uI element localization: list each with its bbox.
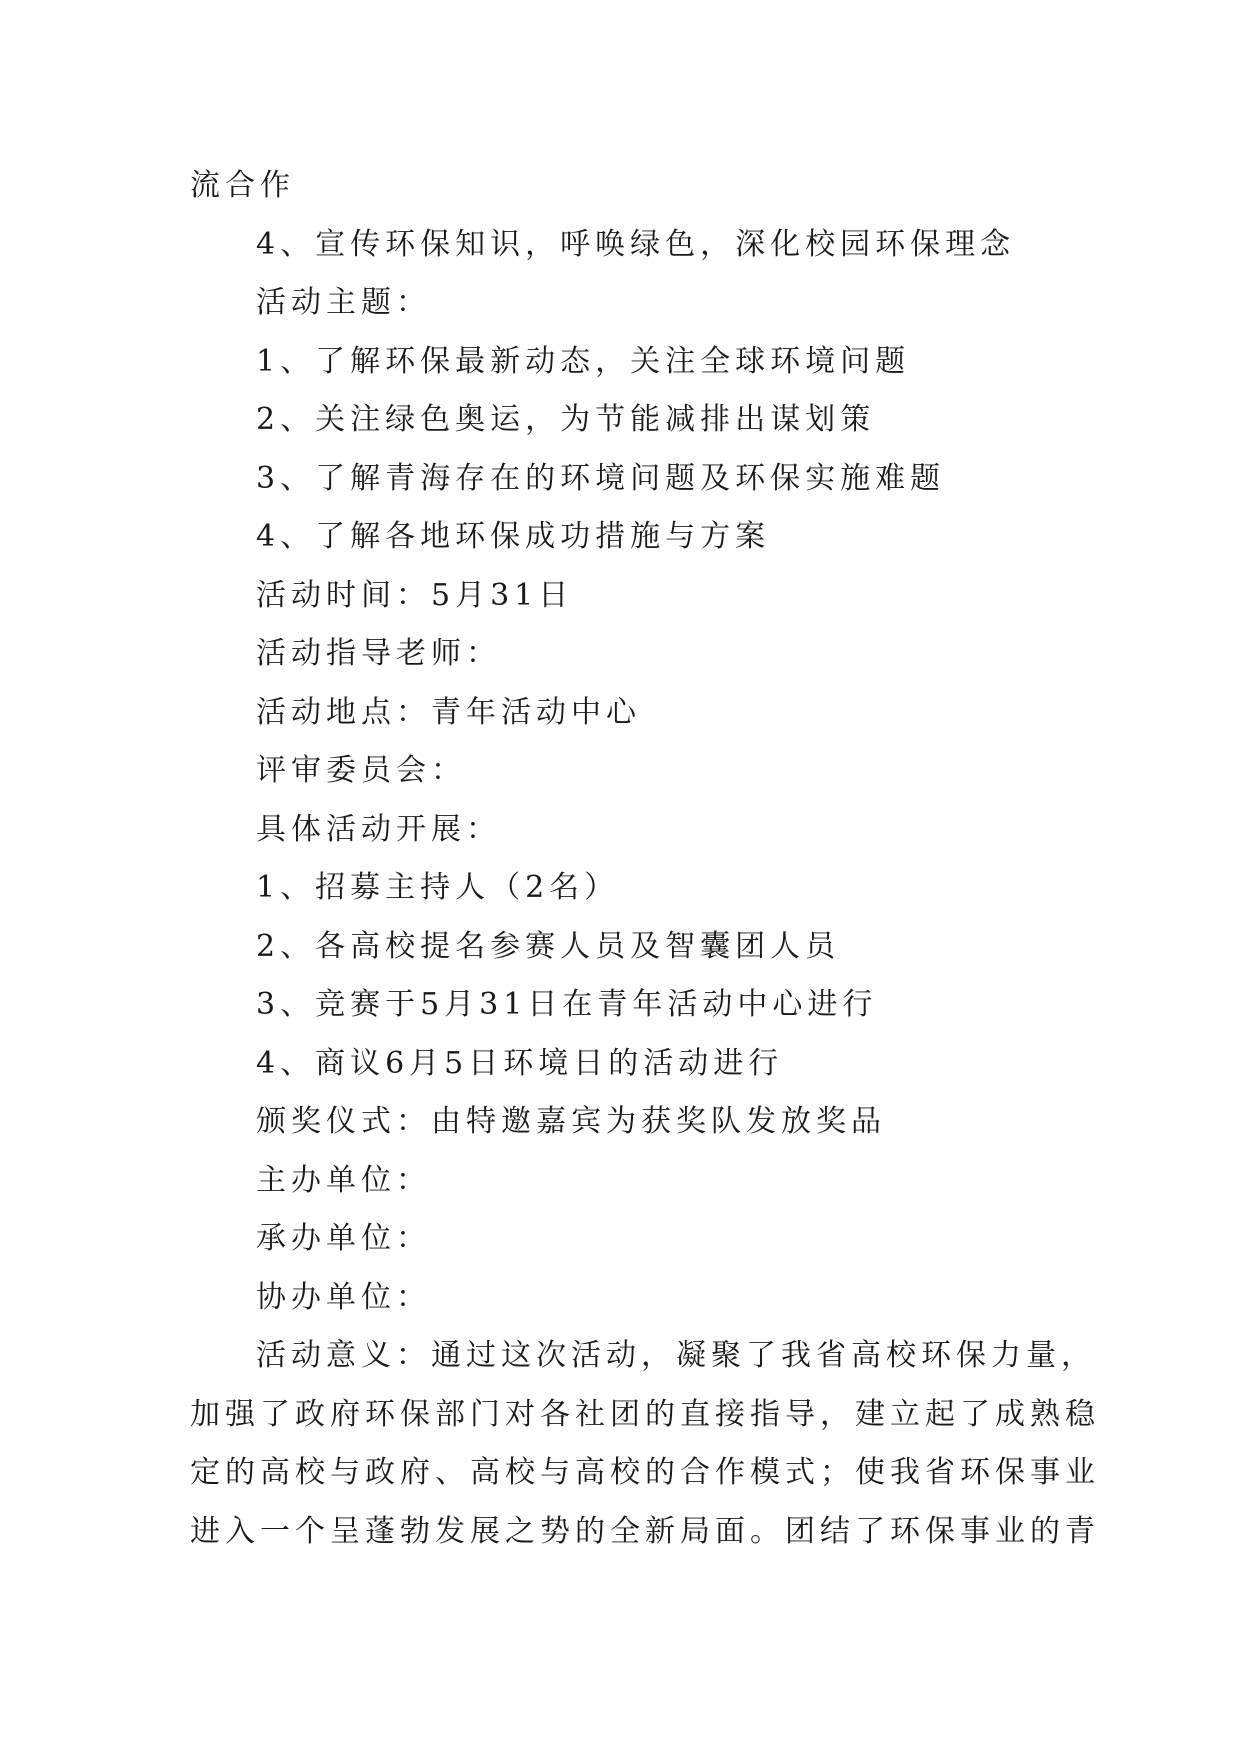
plan-item-3: 3、竞赛于5月31日在青年活动中心进行: [256, 987, 878, 1022]
heading-activity-theme: 活动主题：: [256, 285, 431, 320]
significance-row-2: 加强了政府环保部门对各社团的直接指导，建立起了成熟稳: [190, 1396, 1100, 1432]
assisting-organizer: 协办单位：: [256, 1279, 431, 1315]
theme-item-3: 3、了解青海存在的环境问题及环保实施难题: [256, 460, 946, 496]
significance-row-4: 进入一个呈蓬勃发展之势的全新局面。团结了环保事业的青: [190, 1513, 1100, 1549]
heading-activity-plan: 具体活动开展：: [256, 811, 501, 847]
theme-item-1: 1、了解环保最新动态，关注全球环境问题: [256, 343, 911, 379]
activity-instructor: 活动指导老师：: [256, 636, 501, 671]
significance-paragraph: [190, 1327, 1100, 1561]
document-body: [190, 157, 1100, 1561]
significance-row-1: 活动意义：通过这次活动，凝聚了我省高校环保力量，: [256, 1338, 1096, 1373]
award-ceremony: 颁奖仪式：由特邀嘉宾为获奖队发放奖品: [256, 1104, 886, 1139]
activity-time: 活动时间：5月31日: [256, 577, 574, 613]
theme-item-2: 2、关注绿色奥运，为节能减排出谋划策: [256, 402, 876, 437]
text-line-goal-4: 4、宣传环保知识，呼唤绿色，深化校园环保理念: [256, 226, 1016, 262]
plan-item-4: 4、商议6月5日环境日的活动进行: [256, 1045, 784, 1081]
text-line-continuation: 流合作: [190, 168, 295, 203]
activity-location: 活动地点：青年活动中心: [256, 694, 641, 730]
plan-item-2: 2、各高校提名参赛人员及智囊团人员: [256, 928, 841, 964]
theme-item-4: 4、了解各地环保成功措施与方案: [256, 519, 771, 554]
significance-row-3: 定的高校与政府、高校与高校的合作模式；使我省环保事业: [190, 1455, 1100, 1490]
plan-item-1: 1、招募主持人（2名）: [256, 870, 620, 905]
organizer: 主办单位：: [256, 1162, 431, 1198]
review-committee: 评审委员会：: [256, 753, 466, 788]
co-organizer: 承办单位：: [256, 1221, 431, 1256]
